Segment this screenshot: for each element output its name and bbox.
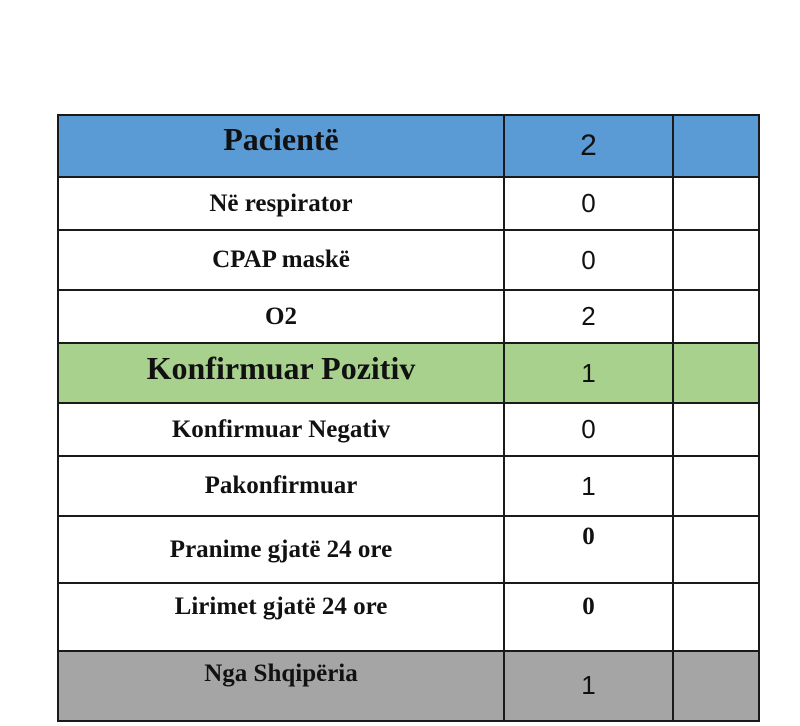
row-value-patients: 2 [504,115,673,177]
row-value-discharges-24h: 0 [504,583,673,651]
row-extra-cell [673,583,759,651]
row-label-unconfirmed: Pakonfirmuar [58,456,504,516]
table-row-oxygen [58,290,759,343]
row-value-unconfirmed: 1 [504,456,673,516]
row-extra-cell [673,456,759,516]
row-label-oxygen: O2 [58,290,504,343]
row-label-confirmed-positive: Konfirmuar Pozitiv [58,343,504,403]
table-row-unconfirmed [58,456,759,516]
row-label-discharges-24h: Lirimet gjatë 24 ore [58,583,504,651]
row-label-from-albania: Nga Shqipëria [58,651,504,721]
row-label-patients: Pacientë [58,115,504,177]
table-row-cpap-mask [58,230,759,290]
row-label-admissions-24h: Pranime gjatë 24 ore [58,516,504,583]
row-value-confirmed-negative: 0 [504,403,673,456]
row-extra-cell [673,177,759,230]
row-extra-cell [673,230,759,290]
row-value-on-ventilator: 0 [504,177,673,230]
table-row-from-albania [58,651,759,721]
row-label-confirmed-negative: Konfirmuar Negativ [58,403,504,456]
patient-statistics-table [57,114,760,722]
row-extra-cell [673,290,759,343]
row-label-cpap-mask: CPAP maskë [58,230,504,290]
row-label-on-ventilator: Në respirator [58,177,504,230]
row-extra-cell [673,115,759,177]
table-row-on-ventilator [58,177,759,230]
row-value-admissions-24h: 0 [504,516,673,583]
row-extra-cell [673,651,759,721]
row-extra-cell [673,516,759,583]
row-extra-cell [673,343,759,403]
row-value-from-albania: 1 [504,651,673,721]
row-extra-cell [673,403,759,456]
table-row-discharges-24h [58,583,759,651]
table-row-admissions-24h [58,516,759,583]
row-value-oxygen: 2 [504,290,673,343]
row-value-confirmed-positive: 1 [504,343,673,403]
row-value-cpap-mask: 0 [504,230,673,290]
table-row-patients [58,115,759,177]
table-row-confirmed-positive [58,343,759,403]
table-row-confirmed-negative [58,403,759,456]
